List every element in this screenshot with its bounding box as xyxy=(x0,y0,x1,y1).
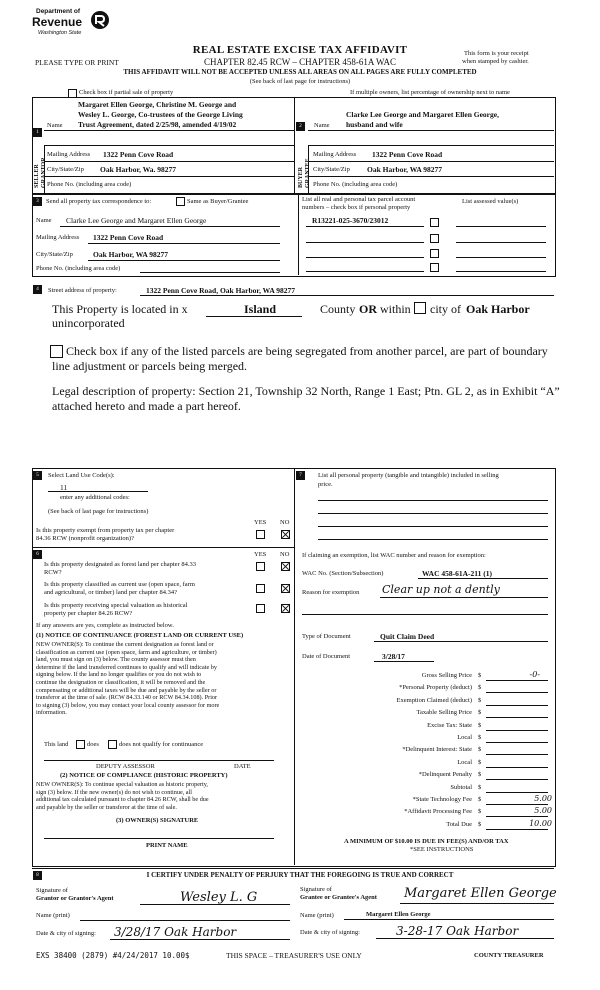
seller-phone-label: Phone No. (including area code) xyxy=(47,181,132,188)
tax-row-line xyxy=(486,779,548,780)
treasurer-use-only: THIS SPACE – TREASURER'S USE ONLY xyxy=(226,951,362,960)
section-7-marker: 7 xyxy=(296,471,305,480)
located-in-text: This Property is located in x xyxy=(52,302,188,316)
same-as-buyer-checkbox[interactable] xyxy=(176,197,185,206)
tax-row-line xyxy=(486,705,548,706)
corr-name-label: Name xyxy=(36,217,52,224)
does-checkbox[interactable] xyxy=(76,740,85,749)
tax-row-line xyxy=(486,767,548,768)
notice-1-line: information. xyxy=(36,709,67,717)
tax-row-currency: $ xyxy=(478,746,482,754)
notice-1-line: compensating or additional taxes will be due and payable by the seller or xyxy=(36,686,217,694)
buyer-name-line-2: husband and wife xyxy=(346,120,403,129)
parcel-1-checkbox[interactable] xyxy=(430,218,439,227)
forest-yes-checkbox[interactable] xyxy=(256,562,265,571)
notice-1-body xyxy=(36,641,292,717)
notice-1-line: signing below. If the land no longer qualifies or you do not wish to xyxy=(36,671,202,679)
tax-row-label: Taxable Selling Price xyxy=(416,709,472,717)
parcel-3-checkbox[interactable] xyxy=(430,249,439,258)
or-label: OR xyxy=(359,302,377,316)
buyer-mail-label: Mailing Address xyxy=(313,151,357,158)
multiple-owners-note: If multiple owners, list percentage of ownership next to name xyxy=(350,89,510,96)
no-header-6: NO xyxy=(280,551,290,558)
forest-question-1: Is this property designated as forest land per chapter 84.33 xyxy=(44,561,196,568)
certify-statement: I CERTIFY UNDER PENALTY OF PERJURY THAT THE FOREGOING IS TRUE AND CORRECT xyxy=(146,871,454,879)
logo-mark-icon xyxy=(90,10,110,30)
tax-row-label: *Personal Property (deduct) xyxy=(399,684,472,692)
land-use-code: 11 xyxy=(60,483,68,492)
tax-row-label: *Delinquent Penalty xyxy=(418,771,472,779)
parcels-header-1: List all real and personal tax parcel account xyxy=(302,196,416,203)
notice-1-line: to signing (3) below, you may contact your local county assessor for more xyxy=(36,701,220,709)
segregation-line-2: line adjustment or parcels being merged. xyxy=(52,359,248,373)
tax-row-label: Gross Selling Price xyxy=(421,672,472,679)
buyer-city: Oak Harbor, WA 98277 xyxy=(367,165,443,174)
parcel-4-checkbox[interactable] xyxy=(430,263,439,272)
assessed-header: List assessed value(s) xyxy=(462,198,519,205)
grantor-name-label: Name (print) xyxy=(36,912,70,919)
section-6-marker: 6 xyxy=(33,550,42,559)
tax-row-currency: $ xyxy=(478,684,482,692)
receipt-note-1: This form is your receipt xyxy=(464,50,529,57)
doc-type-label: Type of Document xyxy=(302,633,351,640)
tax-row-currency: $ xyxy=(478,783,482,791)
seller-mail-label: Mailing Address xyxy=(47,151,91,158)
legal-line-2: attached hereto and made a part hereof. xyxy=(52,399,241,413)
current-use-yes-checkbox[interactable] xyxy=(256,584,265,593)
corr-name: Clarke Lee George and Margaret Ellen George xyxy=(66,216,207,225)
legal-line-1: Legal description of property: Section 21, Township 32 North, Range 1 East; Ptn. GL 2, as in Exhibit “A” xyxy=(52,384,560,398)
parcel-2-checkbox[interactable] xyxy=(430,234,439,243)
tax-row-currency: $ xyxy=(478,672,482,679)
buyer-name-line-1: Clarke Lee George and Margaret Ellen George, xyxy=(346,110,499,119)
buyer-mail: 1322 Penn Cove Road xyxy=(372,150,443,159)
segregation-checkbox[interactable] xyxy=(50,345,63,358)
city-checkbox[interactable] xyxy=(414,302,426,314)
corr-mail: 1322 Penn Cove Road xyxy=(93,233,164,242)
notice-2-line: sign (3) below. If the new owner(s) do not wish to continue, all xyxy=(36,788,192,796)
minimum-note: A MINIMUM OF $10.00 IS DUE IN FEE(S) AND/OR TAX xyxy=(344,838,509,845)
unincorporated-label: unincorporated xyxy=(52,316,125,330)
section-3-marker: 3 xyxy=(33,197,42,206)
corr-city: Oak Harbor, WA 98277 xyxy=(93,250,169,259)
county-name: Island xyxy=(244,302,277,316)
seller-name-line-2: Wesley L. George, Co-trustees of the George Living xyxy=(78,110,243,119)
exempt-question-1: Is this property exempt from property tax per chapter xyxy=(36,527,175,534)
corr-phone-label: Phone No. (including area code) xyxy=(36,265,121,272)
no-header-5: NO xyxy=(280,519,290,526)
tax-row-label: Local xyxy=(457,734,472,741)
street-label: Street address of property: xyxy=(48,287,117,294)
deputy-assessor-label: DEPUTY ASSESSOR xyxy=(96,763,155,770)
tax-row-currency: $ xyxy=(478,721,482,729)
seller-name-label: Name xyxy=(47,122,63,129)
buyer-city-label: City/State/Zip xyxy=(313,166,350,173)
personal-property-label-2: price. xyxy=(318,481,333,488)
seller-side-label: SELLER GRANTOR xyxy=(34,157,47,188)
tax-row-currency: $ xyxy=(478,808,482,816)
section-1-marker: 1 xyxy=(33,128,42,137)
grantor-sig-label-2: Grantor or Grantor's Agent xyxy=(36,895,114,902)
notice-2-line: NEW OWNER(S): To continue special valuation as historic property, xyxy=(36,781,208,788)
tax-row-currency: $ xyxy=(478,771,482,779)
tax-row-currency: $ xyxy=(478,696,482,704)
form-subtitle: CHAPTER 82.45 RCW – CHAPTER 458-61A WAC xyxy=(204,57,396,67)
tax-row-currency: $ xyxy=(478,758,482,766)
tax-row-label: *Affidavit Processing Fee xyxy=(404,808,472,816)
notice-1-line: determine if the land transferred continues to qualify and will indicate by xyxy=(36,663,217,671)
buyer-side-label: BUYER GRANTEE xyxy=(298,158,311,188)
tax-row-line xyxy=(486,829,548,830)
deputy-date-label: DATE xyxy=(234,763,251,770)
corr-city-label: City/State/Zip xyxy=(36,251,73,258)
correspondence-label: Send all property tax correspondence to: xyxy=(46,198,152,205)
owner-signature-label: (3) OWNER(S) SIGNATURE xyxy=(116,817,199,824)
exempt-question-2: 84.36 RCW (nonprofit organization)? xyxy=(36,535,134,542)
exempt-yes-checkbox[interactable] xyxy=(256,530,265,539)
tax-row-value: 5.00 xyxy=(534,794,552,803)
current-use-no-checkbox[interactable] xyxy=(281,584,290,593)
tax-row-line xyxy=(486,804,548,805)
tax-row-line xyxy=(486,816,548,817)
historic-question-2: property per chapter 84.26 RCW? xyxy=(44,610,133,617)
tax-row-label: Exemption Claimed (deduct) xyxy=(396,696,472,704)
does-not-label: does not qualify for continuance xyxy=(119,741,204,748)
grantee-date-city: 3-28-17 Oak Harbor xyxy=(396,924,519,938)
within-label: within xyxy=(380,302,411,316)
partial-sale-label: Check box if partial sale of property xyxy=(79,89,174,96)
historic-no-checkbox[interactable] xyxy=(281,604,290,613)
reason-label: Reason for exemption xyxy=(302,589,360,596)
notice-1-line: continue the designation or classification, it will be removed and the xyxy=(36,678,206,686)
tax-row-label: *Delinquent Interest: State xyxy=(402,746,472,754)
please-type: PLEASE TYPE OR PRINT xyxy=(35,58,119,67)
tax-row-line xyxy=(486,754,548,755)
yes-header-5: YES xyxy=(254,519,267,526)
section-4-marker: 4 xyxy=(33,285,42,294)
parcel-number-1: R13221-025-3670/23012 xyxy=(312,216,389,225)
notice-2-title: (2) NOTICE OF COMPLIANCE (HISTORIC PROPERTY) xyxy=(60,772,228,779)
grantor-date-label: Date & city of signing: xyxy=(36,930,96,937)
seller-name-line-3: Trust Agreement, dated 2/25/98, amended 4/19/02 xyxy=(78,120,237,129)
tax-row-value: -0- xyxy=(529,670,540,679)
this-land-label: This land xyxy=(44,741,69,748)
grantor-signature: Wesley L. G xyxy=(180,890,258,905)
does-label: does xyxy=(87,741,99,748)
notice-2-line: additional tax calculated pursuant to chapter 84.26 RCW, shall be due xyxy=(36,796,209,804)
tax-row-line xyxy=(486,742,548,743)
seller-name-line-1: Margaret Ellen George, Christine M. George and xyxy=(78,100,237,109)
notice-2-line: and payable by the seller or transferor at the time of sale. xyxy=(36,803,177,811)
tax-row-currency: $ xyxy=(478,709,482,717)
tax-row-line xyxy=(486,730,548,731)
seller-city-label: City/State/Zip xyxy=(47,166,84,173)
city-of-label: city of xyxy=(430,302,461,316)
grantee-sig-label-1: Signature of xyxy=(300,886,332,893)
same-as-buyer-label: Same as Buyer/Grantee xyxy=(187,198,249,205)
header-see-back: (See back of last page for instructions) xyxy=(249,78,351,85)
doc-date-label: Date of Document xyxy=(302,653,351,660)
notice-2-body xyxy=(36,781,292,811)
tax-row-currency: $ xyxy=(478,820,482,828)
additional-codes-label: enter any additional codes: xyxy=(60,494,130,501)
section-5-marker: 5 xyxy=(33,471,42,480)
land-use-see-back: (See back of last page for instructions) xyxy=(48,508,149,515)
section-8-marker: 8 xyxy=(33,871,42,880)
grantor-date-city: 3/28/17 Oak Harbor xyxy=(114,925,237,939)
exemption-label: If claiming an exemption, list WAC number and reason for exemption: xyxy=(302,552,486,559)
grantee-name: Margaret Ellen George xyxy=(366,911,431,918)
wac-number: WAC 458-61A-211 (1) xyxy=(422,569,492,578)
grantee-signature: Margaret Ellen George xyxy=(404,886,557,901)
tax-row-currency: $ xyxy=(478,796,482,803)
tax-row-line xyxy=(486,717,548,718)
logo-dept: Department of xyxy=(36,8,81,15)
tax-row-line xyxy=(486,692,548,693)
personal-property-label-1: List all personal property (tangible and intangible) included in selling xyxy=(318,472,499,479)
notice-1-line: land, you must sign on (3) below. The county assessor must then xyxy=(36,656,196,664)
county-treasurer: COUNTY TREASURER xyxy=(474,952,544,959)
tax-row-line xyxy=(486,792,548,793)
tax-row-label: Local xyxy=(457,758,472,766)
city-name: Oak Harbor xyxy=(466,302,530,316)
current-use-question-1: Is this property classified as current use (open space, farm xyxy=(44,581,195,588)
grantee-name-label: Name (print) xyxy=(300,912,334,919)
buyer-phone-label: Phone No. (including area code) xyxy=(313,181,398,188)
doc-date: 3/28/17 xyxy=(382,652,405,661)
tax-row-label: Excise Tax: State xyxy=(427,721,472,729)
warning-banner: THIS AFFIDAVIT WILL NOT BE ACCEPTED UNLESS ALL AREAS ON ALL PAGES ARE FULLY COMPLETED xyxy=(123,68,477,76)
forest-no-checkbox[interactable] xyxy=(281,562,290,571)
segregation-line-1: Check box if any of the listed parcels are being segregated from another parcel, are part of boundary xyxy=(66,344,548,358)
seller-mail: 1322 Penn Cove Road xyxy=(103,150,174,159)
does-not-checkbox[interactable] xyxy=(108,740,117,749)
doc-type: Quit Claim Deed xyxy=(380,632,435,641)
land-use-label: Select Land Use Code(s): xyxy=(48,472,115,479)
exemption-reason: Clear up not a dently xyxy=(382,583,500,596)
tax-row-line xyxy=(486,680,548,681)
grantor-sig-label-1: Signature of xyxy=(36,887,68,894)
tax-row-label: Subtotal xyxy=(450,783,472,791)
logo-name: Revenue xyxy=(32,15,83,29)
forest-question-2: RCW? xyxy=(44,569,62,576)
current-use-question-2: and agricultural, or timber) land per chapter 84.34? xyxy=(44,589,178,596)
cashier-stamp: EXS 38400 (2879) #4/24/2017 10.00$ xyxy=(36,951,190,960)
revenue-logo xyxy=(32,8,112,40)
grantee-date-label: Date & city of signing: xyxy=(300,929,360,936)
historic-yes-checkbox[interactable] xyxy=(256,604,265,613)
any-yes-note: If any answers are yes, complete as instructed below. xyxy=(36,622,174,629)
notice-1-line: classification as current use (open space, farm and agriculture, or timber) xyxy=(36,648,217,656)
tax-row-value: 5.00 xyxy=(534,806,552,816)
parcels-header-2: numbers – check box if personal property xyxy=(302,204,411,211)
corr-mail-label: Mailing Address xyxy=(36,234,80,241)
tax-row-label: *State Technology Fee xyxy=(412,796,472,803)
tax-row-value: 10.00 xyxy=(529,818,552,828)
street-address: 1322 Penn Cove Road, Oak Harbor, WA 98277 xyxy=(146,286,295,295)
yes-header-6: YES xyxy=(254,551,267,558)
seller-city: Oak Harbor, Wa. 98277 xyxy=(100,165,177,174)
tax-row-currency: $ xyxy=(478,734,482,741)
buyer-name-label: Name xyxy=(314,122,330,129)
wac-label: WAC No. (Section/Subsection) xyxy=(302,570,384,577)
notice-1-line: transferor at the time of sale. (RCW 84.33.140 or RCW 84.34.108). Prior xyxy=(36,694,218,702)
print-name-label: PRINT NAME xyxy=(146,842,188,849)
notice-1-title: (1) NOTICE OF CONTINUANCE (FOREST LAND OR CURRENT USE) xyxy=(36,632,244,639)
see-instructions: *SEE INSTRUCTIONS xyxy=(410,846,474,853)
form-title: REAL ESTATE EXCISE TAX AFFIDAVIT xyxy=(192,44,408,56)
county-label: County xyxy=(320,302,356,316)
section-2-marker: 2 xyxy=(296,122,305,131)
tax-row-label: Total Due xyxy=(446,820,472,828)
grantee-sig-label-2: Grantee or Grantee's Agent xyxy=(300,894,377,901)
notice-1-line: NEW OWNER(S): To continue the current designation as forest land or xyxy=(36,641,214,648)
exempt-no-checkbox[interactable] xyxy=(281,530,290,539)
receipt-note-2: when stamped by cashier. xyxy=(462,58,529,65)
logo-state: Washington State xyxy=(38,30,82,36)
historic-question-1: Is this property receiving special valuation as historical xyxy=(44,602,188,609)
